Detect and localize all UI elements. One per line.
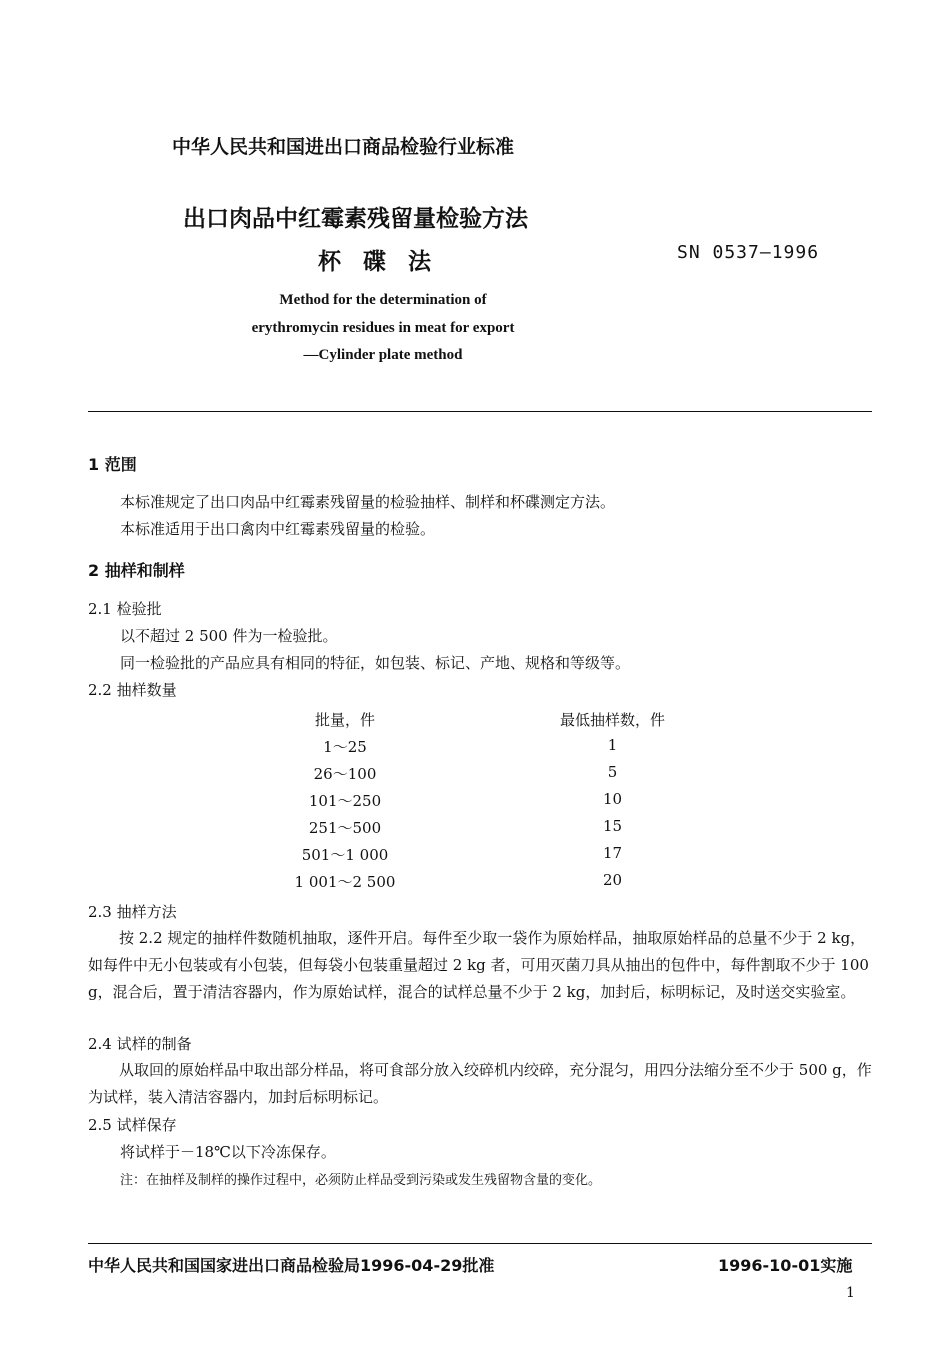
section-2-5-paragraph: 将试样于－18℃以下冷冻保存。 [120, 1143, 336, 1161]
table-header: 最低抽样数，件 [559, 711, 665, 729]
section-2-heading: 2 抽样和制样 [88, 561, 185, 580]
document-subtitle: 杯碟法 [318, 249, 453, 275]
section-2-3-paragraph: 按 2.2 规定的抽样件数随机抽取，逐件开启。每件至少取一袋作为原始样品，抽取原始样品的总量不少于 2 kg，如每件中无小包装或有小包装，但每袋小包装重量超过 2 kg 者，可用灭菌刀具从抽出的包件中，每件割取不少于 100 g，混合后，置于清洁容器内，作为原始试样，混合的试样总量不少于 2 kg，加封后，标明标记，及时送交实验室。 [88, 929, 869, 1001]
section-2-1-paragraph: 同一检验批的产品应具有相同的特征，如包装、标记、产地、规格和等级等。 [120, 654, 631, 672]
section-1-heading: 1 范围 [88, 455, 137, 474]
table-cell: 26～100 [313, 765, 377, 783]
table-cell: 15 [602, 817, 623, 835]
table-cell: 5 [607, 763, 618, 781]
standard-category: 中华人民共和国进出口商品检验行业标准 [172, 136, 515, 158]
footer-divider [88, 1243, 872, 1244]
page-number: 1 [846, 1285, 855, 1301]
standard-code: SN 0537—1996 [677, 242, 820, 263]
english-title-line-2: erythromycin residues in meat for export [251, 320, 515, 336]
english-title-line-1: Method for the determination of [279, 292, 487, 308]
table-cell: 17 [602, 844, 623, 862]
english-title-line-3: —Cylinder plate method [303, 347, 463, 363]
section-2-1-heading: 2.1 检验批 [88, 600, 162, 618]
section-2-3-heading: 2.3 抽样方法 [88, 903, 177, 921]
table-cell: 20 [602, 871, 623, 889]
document-title: 出口肉品中红霉素残留量检验方法 [183, 206, 528, 232]
table-cell: 1 001～2 500 [294, 873, 396, 891]
section-1-paragraph: 本标准规定了出口肉品中红霉素残留量的检验抽样、制样和杯碟测定方法。 [120, 493, 616, 511]
table-cell: 251～500 [308, 819, 382, 837]
table-cell: 1～25 [323, 738, 367, 756]
section-1-paragraph: 本标准适用于出口禽肉中红霉素残留量的检验。 [120, 520, 436, 538]
effective-date: 1996-10-01实施 [718, 1256, 853, 1275]
table-cell: 501～1 000 [301, 846, 389, 864]
note: 注：在抽样及制样的操作过程中，必须防止样品受到污染或发生残留物含量的变化。 [120, 1173, 602, 1188]
section-2-1-paragraph: 以不超过 2 500 件为一检验批。 [120, 627, 338, 645]
table-cell: 1 [607, 736, 618, 754]
section-2-4-heading: 2.4 试样的制备 [88, 1035, 192, 1053]
table-cell: 101～250 [308, 792, 382, 810]
table-header: 批量，件 [314, 711, 375, 729]
approval-info: 中华人民共和国国家进出口商品检验局1996-04-29批准 [88, 1256, 495, 1275]
header-divider [88, 411, 872, 412]
section-2-4-paragraph: 从取回的原始样品中取出部分样品，将可食部分放入绞碎机内绞碎，充分混匀，用四分法缩分至不少于 500 g，作为试样，装入清洁容器内，加封后标明标记。 [88, 1061, 872, 1106]
table-cell: 10 [602, 790, 623, 808]
section-2-2-heading: 2.2 抽样数量 [88, 681, 177, 699]
section-2-5-heading: 2.5 试样保存 [88, 1116, 177, 1134]
